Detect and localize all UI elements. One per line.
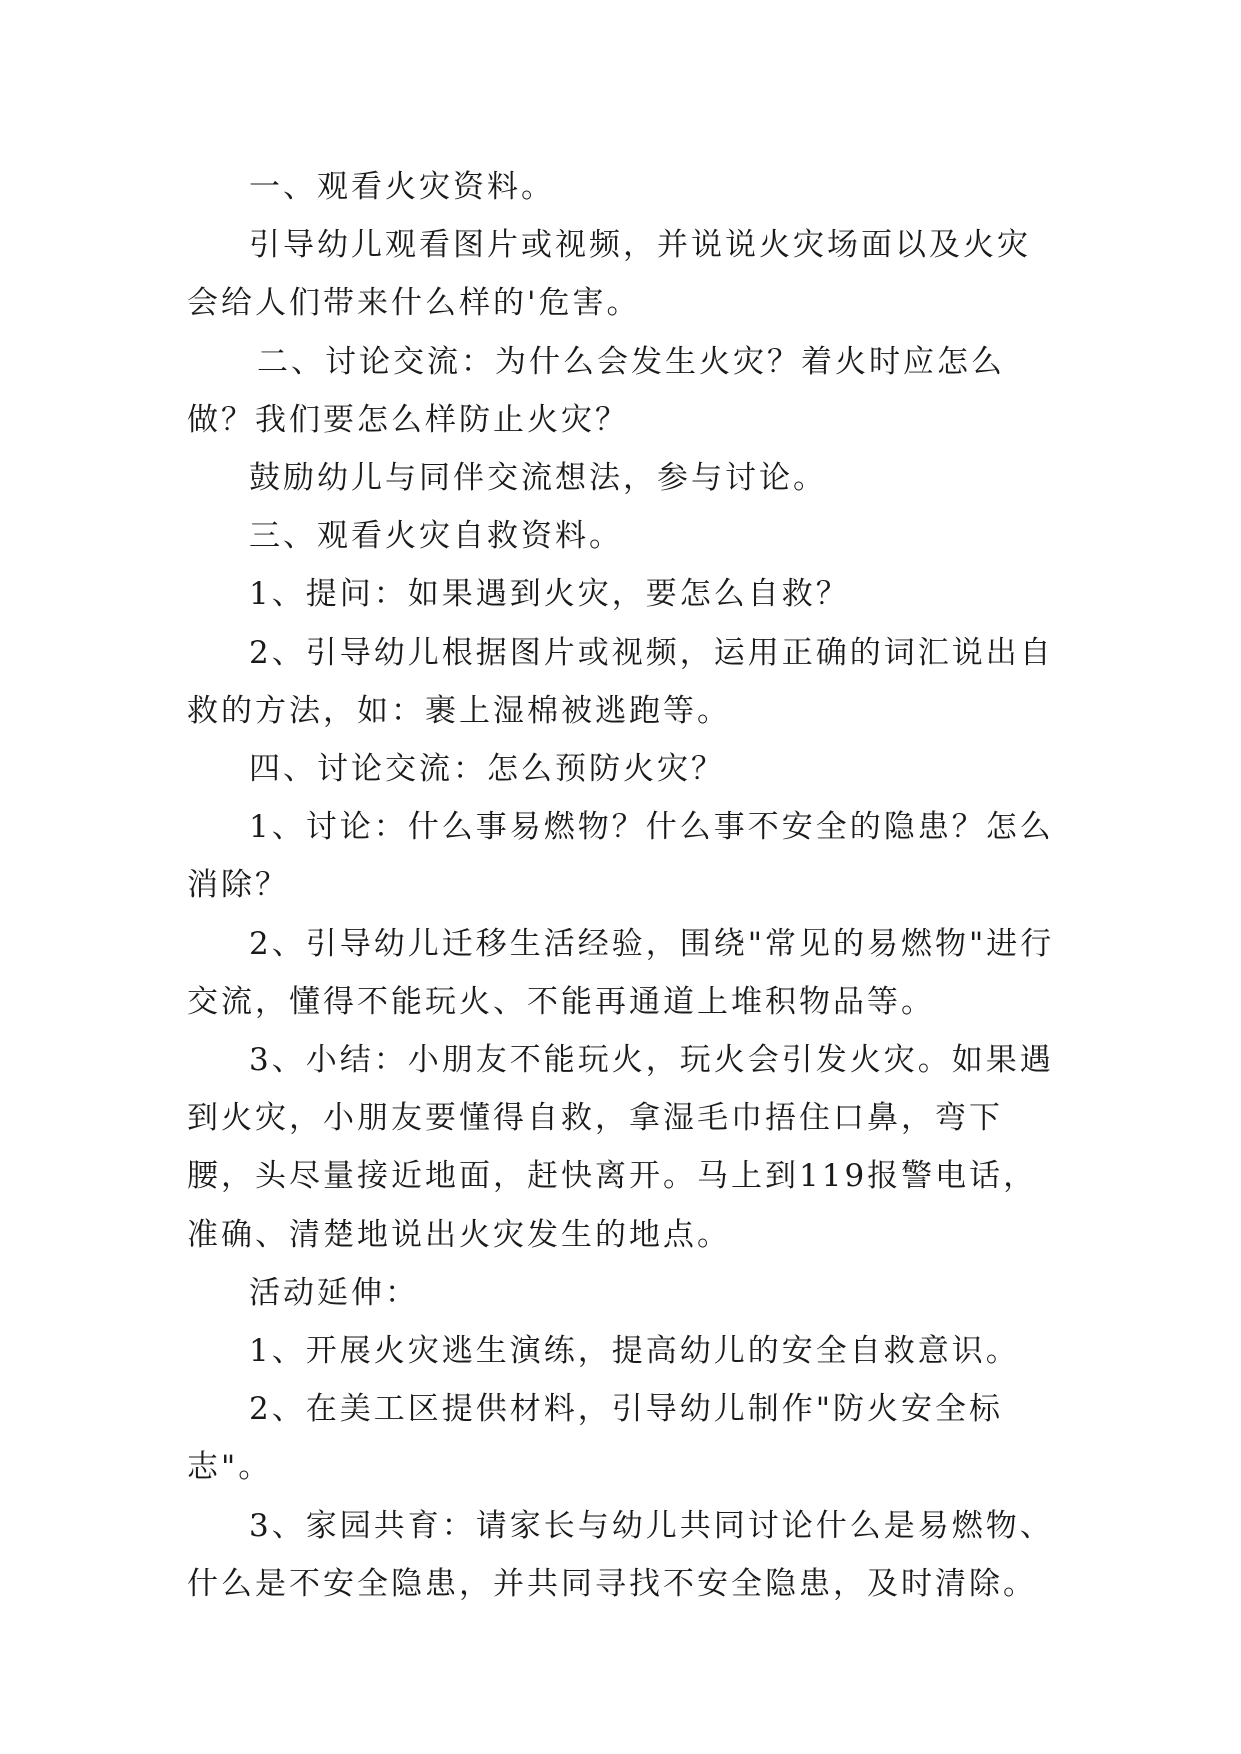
section-heading-3: 三、观看火灾自救资料。 — [249, 518, 623, 555]
list-item: 1、开展火灾逃生演练，提高幼儿的安全自救意识。 — [249, 1333, 1020, 1370]
paragraph: 鼓励幼儿与同伴交流想法，参与讨论。 — [249, 460, 827, 497]
list-item: 3、家园共育：请家长与幼儿共同讨论什么是易燃物、什么是不安全隐患，并共同寻找不安全隐患，及时清除。 — [187, 1507, 1054, 1602]
list-item: 2、在美工区提供材料，引导幼儿制作"防火安全标志"。 — [187, 1391, 1003, 1486]
list-item: 1、讨论：什么事易燃物？什么事不安全的隐患？怎么消除？ — [187, 809, 1054, 904]
paragraph: 引导幼儿观看图片或视频，并说说火灾场面以及火灾会给人们带来什么样的'危害。 — [187, 227, 1031, 322]
list-item: 1、提问：如果遇到火灾，要怎么自救？ — [249, 576, 850, 613]
list-item: 2、引导幼儿迁移生活经验，围绕"常见的易燃物"进行交流，懂得不能玩火、不能再通道上堆积物品等。 — [187, 925, 1055, 1020]
section-heading-1: 一、观看火灾资料。 — [249, 169, 555, 205]
list-item: 2、引导幼儿根据图片或视频，运用正确的词汇说出自救的方法，如：裹上湿棉被逃跑等。 — [187, 634, 1054, 729]
document-body — [187, 158, 1057, 1613]
section-heading-extension: 活动延伸： — [249, 1274, 419, 1311]
section-heading-2: 二、讨论交流：为什么会发生火灾？着火时应怎么做？我们要怎么样防止火灾？ — [187, 343, 1005, 438]
list-item: 3、小结：小朋友不能玩火，玩火会引发火灾。如果遇到火灾，小朋友要懂得自救，拿湿毛巾捂住口鼻，弯下腰，头尽量接近地面，赶快离开。马上到119报警电话，准确、清楚地说出火灾发生的地点。 — [187, 1042, 1054, 1253]
section-heading-4: 四、讨论交流：怎么预防火灾？ — [249, 751, 725, 788]
